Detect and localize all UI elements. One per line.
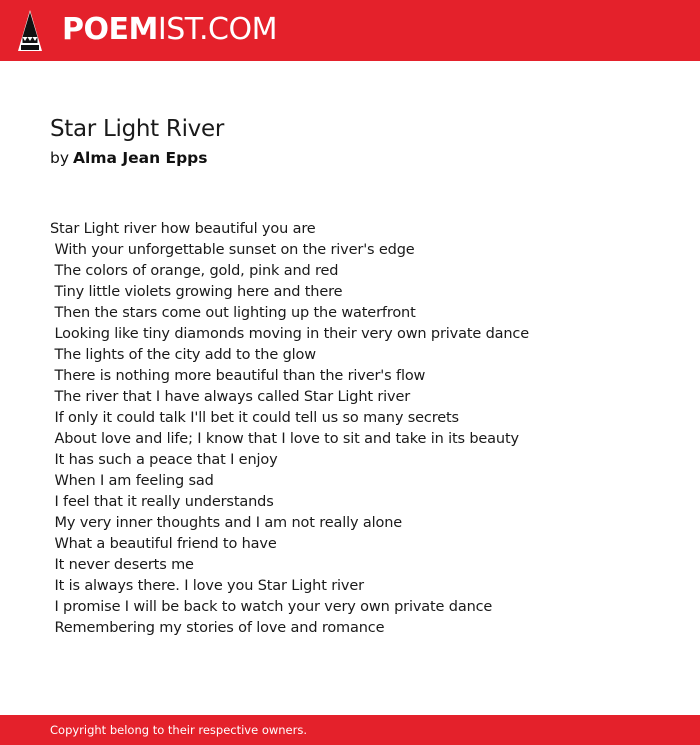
poem-line: What a beautiful friend to have [50,536,277,552]
poem-title: Star Light River [50,116,224,142]
site-footer [0,715,700,745]
poem-line: About love and life; I know that I love to sit and take in its beauty [50,431,519,447]
poem-line: When I am feeling sad [50,473,214,489]
poem-line: The river that I have always called Star Light river [50,389,411,405]
pencil-tip-icon[interactable] [18,10,42,51]
poem-line: Remembering my stories of love and romance [50,620,385,636]
byline [50,149,208,167]
author-name: Alma Jean Epps [73,149,208,167]
poem-line: The lights of the city add to the glow [50,347,316,363]
poem-line: Star Light river how beautiful you are [50,221,316,237]
poem-line: Looking like tiny diamonds moving in their very own private dance [50,326,530,342]
by-label: by [50,149,70,167]
poem-line: It never deserts me [50,557,194,573]
poem-line: If only it could talk I'll bet it could tell us so many secrets [50,410,459,426]
poem-line: It is always there. I love you Star Light river [50,578,364,594]
poem-body [50,219,670,639]
site-logo[interactable] [62,12,277,48]
poem-line: Tiny little violets growing here and there [50,284,343,300]
poem-line: With your unforgettable sunset on the river's edge [50,242,415,258]
logo-bold-text: POEM [62,12,158,47]
poem-line: Then the stars come out lighting up the waterfront [50,305,416,321]
logo-light-text: IST.COM [157,12,277,47]
poem-line: My very inner thoughts and I am not really alone [50,515,403,531]
poem-line: It has such a peace that I enjoy [50,452,278,468]
poem-line: I feel that it really understands [50,494,274,510]
copyright-text: Copyright belong to their respective owners. [50,723,308,737]
poem-line: The colors of orange, gold, pink and red [50,263,339,279]
poem-line: There is nothing more beautiful than the river's flow [50,368,426,384]
poem-line: I promise I will be back to watch your very own private dance [50,599,493,615]
site-header [0,0,700,61]
